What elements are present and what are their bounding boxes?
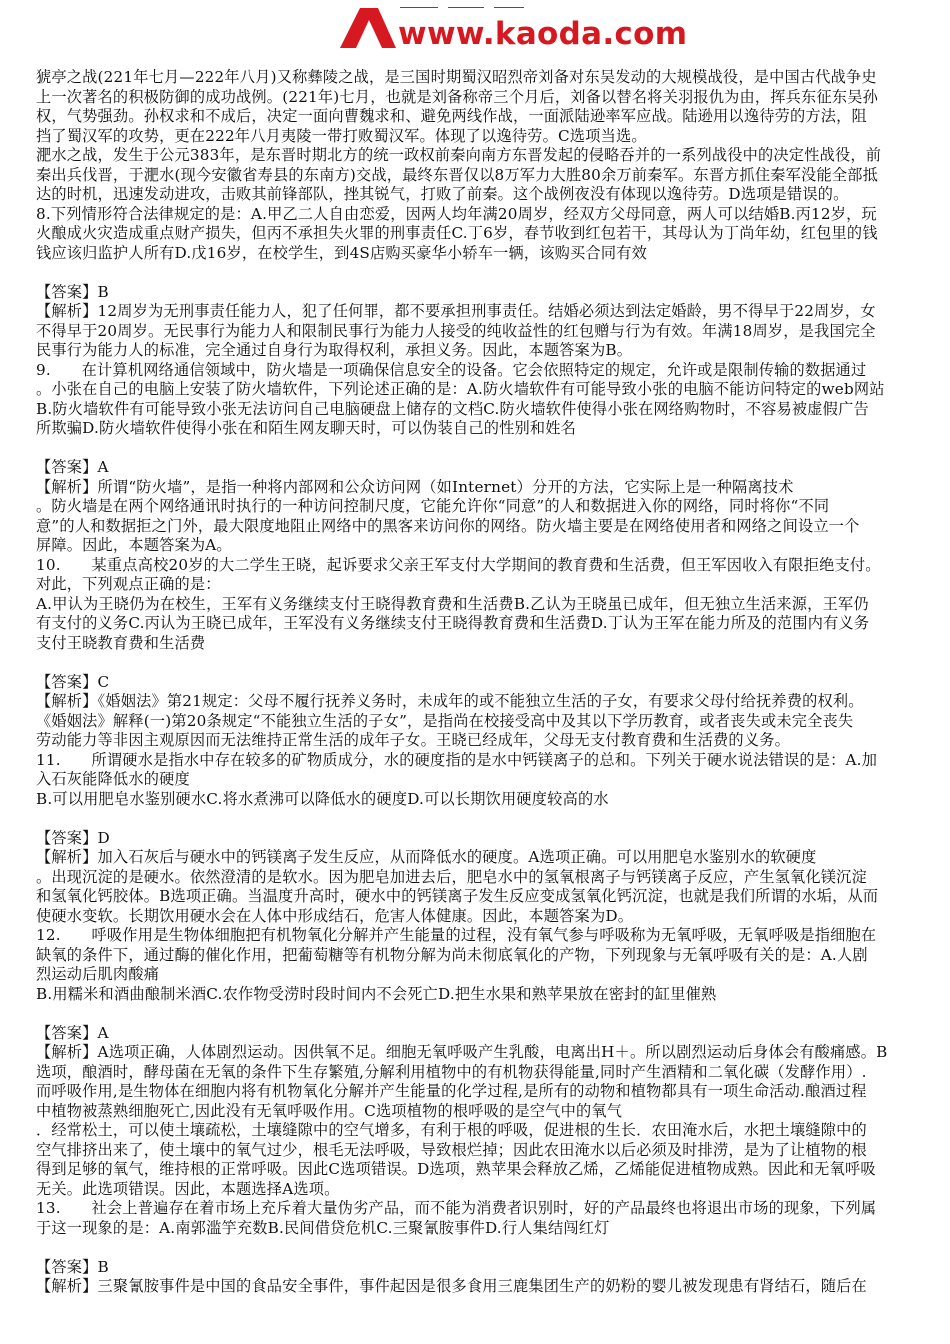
text-line: 空气排挤出来了，使土壤中的氧气过少，根毛无法呼吸，导致根烂掉；因此农田淹水以后必须及时排涝，是为了让植物的根 [36, 1140, 867, 1159]
text-line: 【解析】《婚姻法》第21规定：父母不履行抚养义务时，未成年的或不能独立生活的子女，有要求父母付给抚养费的权利。 [36, 692, 864, 710]
text-line: 有支付的义务C.丙认为王晓已成年，王军没有义务继续支付王晓得教育费和生活费D.丁认为王军在能力所及的范围内有义务 [36, 614, 870, 632]
text-line: 无关。此选项错误。因此，本题选择A选项。 [36, 1179, 340, 1198]
text-line: 【答案】C [36, 672, 110, 691]
text-line: 中植物被蒸熟细胞死亡,因此没有无氧呼吸作用。C选项植物的根呼吸的是空气中的氧气 [36, 1101, 623, 1120]
text-line: 11. 所谓硬水是指水中存在较多的矿物质成分，水的硬度指的是水中钙镁离子的总和。下列关于硬水说法错误的是：A.加 [36, 750, 878, 769]
text-line: 入石灰能降低水的硬度 [36, 770, 190, 788]
text-line: 对此，下列观点正确的是： [36, 575, 221, 593]
text-line: 猇亭之战(221年七月—222年八月)又称彝陵之战，是三国时期蜀汉昭烈帝刘备对东吴发动的大规模战役，是中国古代战争史 [36, 68, 877, 86]
blank-line [36, 1238, 950, 1258]
text-line: 于这一现象的是：A.南郭滥竽充数B.民间借贷危机C.三聚氰胺事件D.行人集结闯红灯 [36, 1218, 610, 1237]
text-line: 《婚姻法》解释(一)第20条规定“不能独立生活的子女”，是指尚在校接受高中及其以下学历教育，或者丧失或未完全丧失 [36, 711, 854, 730]
text-line: 【答案】B [36, 282, 109, 301]
text-line: 【答案】A [36, 1023, 109, 1042]
text-line: 挡了蜀汉军的攻势，更在222年八月夷陵一带打败蜀汉军。体现了以逸待劳。C选项当选。 [36, 126, 647, 145]
text-line: 10. 某重点高校20岁的大二学生王晓，起诉要求父亲王军支付大学期间的教育费和生活费，但王军因收入有限拒绝支付。 [36, 555, 881, 574]
text-line: 秦出兵伐晋，于淝水(现今安徽省寿县的东南方)交战，最终东晋仅以8万军力大胜80余万前秦军。东晋方抓住秦军没能全部抵 [36, 165, 878, 184]
blank-line [36, 809, 950, 829]
text-line: 意”的人和数据拒之门外，最大限度地阻止网络中的黑客来访问你的网络。防火墙主要是在网络使用者和网络之间设立一个 [36, 516, 860, 535]
text-line: 烈运动后肌肉酸痛 [36, 965, 160, 983]
text-line: A.甲认为王晓仍为在校生，王军有义务继续支付王晓得教育费和生活费B.乙认为王晓虽已成年，但无独立生活来源，王军仍 [36, 594, 869, 613]
text-line: 不得早于20周岁。无民事行为能力人和限制民事行为能力人接受的纯收益性的红包赠与行为有效。年满18周岁，是我国完全 [36, 321, 876, 340]
kaoda-logo-icon [338, 6, 400, 50]
text-line: B.可以用肥皂水鉴别硬水C.将水煮沸可以降低水的硬度D.可以长期饮用硬度较高的水 [36, 789, 609, 808]
text-line: 【解析】A选项正确，人体剧烈运动。因供氧不足。细胞无氧呼吸产生乳酸，电离出H＋。所以剧烈运动后身体会有酸痛感。B [36, 1043, 888, 1061]
text-line: B.防火墙软件有可能导致小张无法访问自己电脑硬盘上储存的文档C.防火墙软件使得小张在网络购物时，不容易被虚假广告 [36, 399, 869, 418]
text-line: 。小张在自己的电脑上安装了防火墙软件，下列论述正确的是：A.防火墙软件有可能导致小张的电脑不能访问特定的web网站 [36, 380, 885, 398]
document-body [36, 68, 950, 1297]
text-line: 9. 在计算机网络通信领域中，防火墙是一项确保信息安全的设备。它会依照特定的规定，允许或是限制传输的数据通过 [36, 360, 867, 379]
text-line: 8.下列情形符合法律规定的是：A.甲乙二人自由恋爱，因两人均年满20周岁，经双方父母同意，两人可以结婚B.丙12岁，玩 [36, 204, 877, 223]
text-line: 火酿成火灾造成重点财产损失，但丙不承担失火罪的刑事责任C.丁6岁，春节收到红包若干，其母认为丁尚年幼，红包里的钱 [36, 224, 878, 242]
text-line: 缺氧的条件下，通过酶的催化作用，把葡萄糖等有机物分解为尚未彻底氧化的产物，下列现象与无氧呼吸有关的是：A.人剧 [36, 945, 868, 964]
text-line: 【解析】三聚氰胺事件是中国的食品安全事件，事件起因是很多食用三鹿集团生产的奶粉的婴儿被发现患有肾结石，随后在 [36, 1277, 867, 1295]
text-line: B.用糯米和酒曲酿制米酒C.农作物受涝时段时间内不会死亡D.把生水果和熟苹果放在密封的缸里催熟 [36, 984, 717, 1003]
text-line: 劳动能力等非因主观原因而无法维持正常生活的成年子女。王晓已经成年，父母无支付教育费和生活费的义务。 [36, 731, 790, 749]
text-line: 达的时机，迅速发动进攻，击败其前锋部队，挫其锐气，打败了前秦。这个战例夜没有体现以逸待劳。D选项是错误的。 [36, 185, 849, 203]
text-line: 。防火墙是在两个网络通讯时执行的一种访问控制尺度，它能允许你“同意”的人和数据进入你的网络，同时将你“不同 [36, 497, 830, 515]
text-line: 权，气势强劲。孙权求和不成后，决定一面向曹魏求和、避免两线作战，一面派陆逊率军应战。陆逊用以逸待劳的方法，阻 [36, 107, 867, 125]
text-line: 13. 社会上普遍存在着市场上充斥着大量伪劣产品，而不能为消费者识别时，好的产品最终也将退出市场的现象，下列属 [36, 1199, 877, 1217]
logo-banner-decoration [400, 0, 570, 8]
page-header [0, 0, 950, 56]
text-line: 【解析】所谓“防火墙”，是指一种将内部网和公众访问网（如Internet）分开的方法，它实际上是一种隔离技术 [36, 477, 794, 496]
text-line: 【答案】A [36, 458, 109, 476]
text-line: 使硬水变软。长期饮用硬水会在人体中形成结石，危害人体健康。因此，本题答案为D。 [36, 906, 634, 925]
blank-line [36, 263, 950, 283]
text-line: 支付王晓教育费和生活费 [36, 633, 206, 652]
text-line: 和氢氧化钙胶体。B选项正确。当温度升高时，硬水中的钙镁离子发生反应变成氢氧化钙沉淀，也就是我们所谓的水垢，从而 [36, 887, 879, 905]
text-line: 【答案】D [36, 828, 110, 847]
blank-line [36, 1004, 950, 1024]
text-line: 【解析】加入石灰后与硬水中的钙镁离子发生反应，从而降低水的硬度。A选项正确。可以用肥皂水鉴别水的软硬度 [36, 848, 817, 866]
blank-line [36, 439, 950, 459]
blank-line [36, 653, 950, 673]
text-line: ．经常松土，可以使土壤疏松，土壤缝隙中的空气增多，有利于根的呼吸，促进根的生长．农田淹水后，水把土壤缝隙中的 [36, 1121, 867, 1139]
text-line: 得到足够的氧气，维持根的正常呼吸。因此C选项错误。D选项，熟苹果会释放乙烯，乙烯能促进植物成熟。因此和无氧呼吸 [36, 1160, 876, 1178]
text-line: 上一次著名的积极防御的成功战例。(221年)七月，也就是刘备称帝三个月后，刘备以替名将关羽报仇为由，挥兵东征东吴孙 [36, 87, 878, 106]
text-line: 钱应该归监护人所有D.戊16岁，在校学生，到4S店购买豪华小轿车一辆，该购买合同有效 [36, 243, 648, 262]
text-line: 所欺骗D.防火墙软件使得小张在和陌生网友聊天时，可以伪装自己的性别和姓名 [36, 419, 577, 437]
text-line: 【答案】B [36, 1257, 109, 1276]
text-line: 。出现沉淀的是硬水。依然澄清的是软水。因为肥皂加进去后，肥皂水中的氢氧根离子与钙镁离子反应，产生氢氧化镁沉淀 [36, 867, 867, 886]
text-line: 而呼吸作用,是生物体在细胞内将有机物氧化分解并产生能量的化学过程,是所有的动物和植物都具有一项生命活动.酿酒过程 [36, 1082, 867, 1100]
text-line: 屏障。因此，本题答案为A。 [36, 536, 232, 554]
text-line: 选项，酿酒时，酵母菌在无氧的条件下生存繁殖,分解利用植物中的有机物获得能量,同时产生酒精和二氧化碳（发酵作用）. [36, 1062, 867, 1081]
text-line: 民事行为能力人的标准，完全通过自身行为取得权利，承担义务。因此，本题答案为B。 [36, 341, 633, 359]
text-line: 淝水之战，发生于公元383年，是东晋时期北方的统一政权前秦向南方东晋发起的侵略吞并的一系列战役中的决定性战役，前 [36, 146, 882, 164]
text-line: 【解析】12周岁为无刑事责任能力人，犯了任何罪，都不要承担刑事责任。结婚必须达到法定婚龄，男不得早于22周岁，女 [36, 302, 876, 320]
site-url[interactable]: www.kaoda.com [398, 16, 688, 52]
text-line: 12. 呼吸作用是生物体细胞把有机物氧化分解并产生能量的过程，没有氧气参与呼吸称为无氧呼吸，无氧呼吸是指细胞在 [36, 926, 877, 944]
